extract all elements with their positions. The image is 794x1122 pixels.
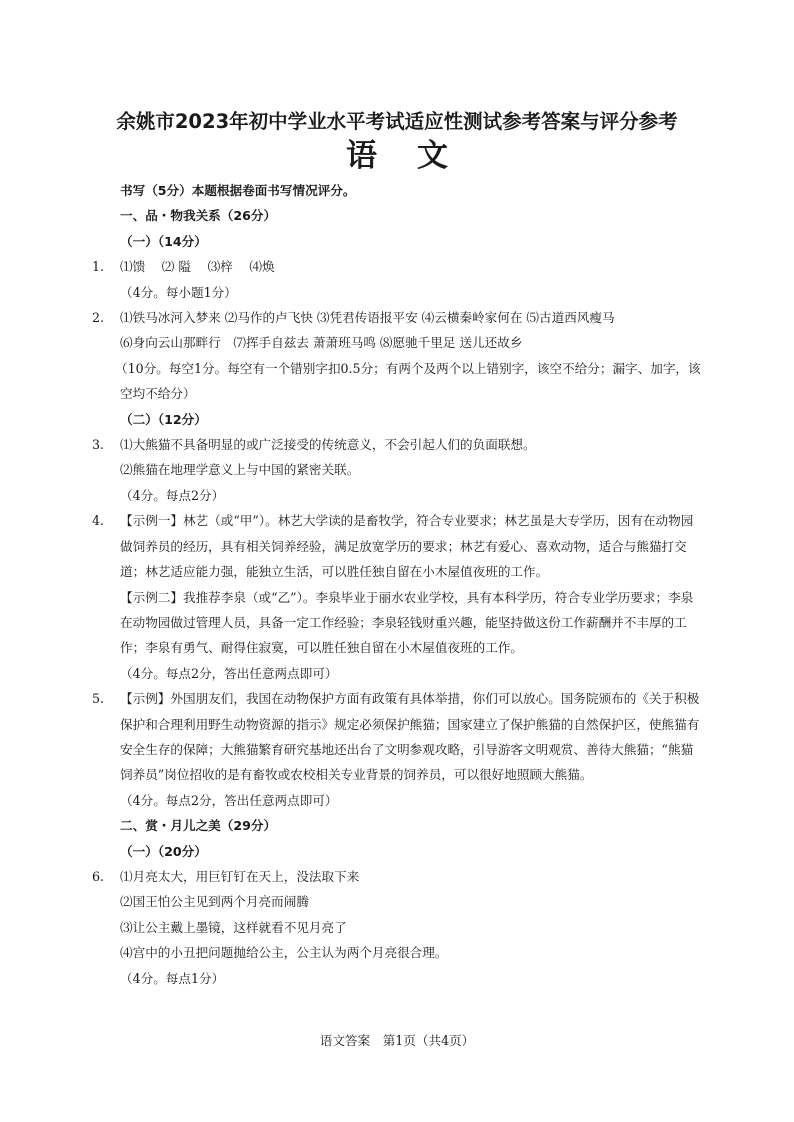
question-3 [92,432,702,457]
question-number: 1. [92,259,105,275]
section-1-part-2: （二）（12分） [120,411,207,427]
answer-example-1: 【示例一】林艺（或“甲”）。林艺大学读的是畜牧学，符合专业要求；林艺虽是大专学历，因有在动物园做饲养员的经历，具有相关饲养经验，满足放宽学历的要求；林艺有爱心、喜欢动物，适合与熊猫打交道；林艺适应能力强，能独立生活，可以胜任独自留在小木屋值夜班的工作。 [120,513,694,580]
answer-text: ⑹身向云山那畔行 ⑺挥手自兹去 萧萧班马鸣 ⑻愿驰千里足 送儿还故乡 [120,335,523,351]
section-1-title: 一、品・物我关系（26分） [120,208,277,224]
score-note: （4分。每小题1分） [120,284,237,300]
question-2 [92,305,702,330]
score-note: （4分。每点2分，答出任意两点即可） [120,665,338,681]
writing-note: 书写（5分）本题根据卷面书写情况评分。 [120,183,356,198]
answer-text: ⑴铁马冰河入梦来 ⑵马作的卢飞快 ⑶凭君传语报平安 ⑷云横秦岭家何在 ⑸古道西风瘦马 [120,310,615,326]
answer-example-2: 【示例二】我推荐李泉（或“乙”）。李泉毕业于丽水农业学校，具有本科学历，符合专业学历要求；李泉在动物园做过管理人员，具备一定工作经验；李泉轻钱财重兴趣，能坚持做这份工作薪酬并不丰厚的工作；李泉有勇气、耐得住寂寞，可以胜任独自留在小木屋值夜班的工作。 [120,589,694,656]
score-note: （10分。每空1分。每空有一个错别字扣0.5分；有两个及两个以上错别字，该空不给分；漏字、加字，该空均不给分） [115,360,701,402]
answer-text: ⑴月亮太大，用巨钉钉在天上，没法取下来 [120,868,360,884]
answer-text: 【示例】外国朋友们，我国在动物保护方面有政策有具体举措，你们可以放心。国务院颁布的《关于积极保护和合理利用野生动物资源的指示》规定必须保护熊猫；国家建立了保护熊猫的自然保护区，使熊猫有安全生存的保障；大熊猫繁育研究基地还出台了文明参观攻略，引导游客文明观赏、善待大熊猫；“熊猫饲养员”岗位招收的是有畜牧或农校相关专业背景的饲养员，可以很好地照顾大熊猫。 [120,691,700,783]
question-number: 6. [92,868,105,884]
document-title: 余姚市2023年初中学业水平考试适应性测试参考答案与评分参考 [116,110,678,133]
page-footer: 语文答案 第1页（共4页） [319,1033,475,1048]
answer-text: ⑵国王怕公主见到两个月亮而闹腾 [120,894,309,910]
question-number: 2. [92,310,105,326]
answer-text: ⑷宫中的小丑把问题抛给公主，公主认为两个月亮很合理。 [120,945,448,961]
question-number: 3. [92,437,105,453]
question-5 [92,686,702,813]
question-1 [92,254,702,279]
score-note: （4分。每点1分） [120,970,225,986]
subject-char-2: 文 [417,138,448,174]
section-2-part-1: （一）（20分） [120,843,207,859]
answer-text: ⑴大熊猫不具备明显的或广泛接受的传统意义，不会引起人们的负面联想。 [120,437,536,453]
question-4 [92,508,702,686]
answer-text: ⑵熊猫在地理学意义上与中国的紧密关联。 [120,462,360,478]
question-number: 4. [92,513,105,529]
section-1-part-1: （一）（14分） [120,233,207,249]
subject-heading [0,136,794,176]
section-2-title: 二、赏・月儿之美（29分） [120,818,277,834]
score-note: （4分。每点2分，答出任意两点即可） [120,792,338,808]
answer-content [92,178,702,991]
question-6 [92,864,702,889]
question-number: 5. [92,691,105,707]
score-note: （4分。每点2分） [120,487,225,503]
subject-char-1: 语 [346,138,377,174]
answer-text: ⑴馈 ⑵ 隘 ⑶梓 ⑷焕 [120,259,275,275]
answer-text: ⑶让公主戴上墨镜，这样就看不见月亮了 [120,919,347,935]
